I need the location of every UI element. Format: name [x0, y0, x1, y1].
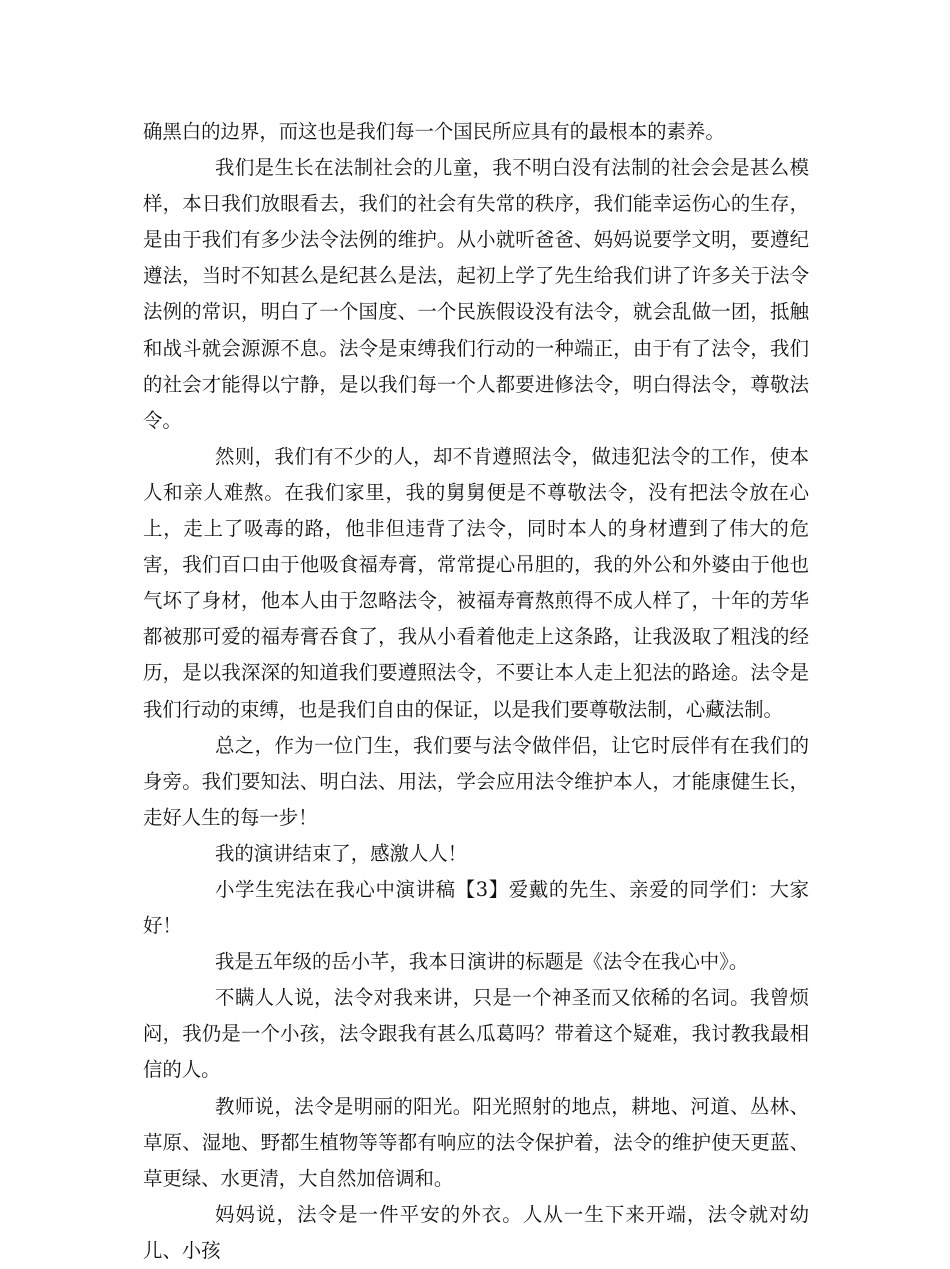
paragraph-9: 教师说，法令是明丽的阳光。阳光照射的地点，耕地、河道、丛林、草原、湿地、野都生植物等等都有响应的法令保护着，法令的维护使天更蓝、草更绿、水更清，大自然加倍调和。 — [143, 1094, 809, 1190]
paragraph-8: 不瞒人人说，法令对我来讲，只是一个神圣而又依稀的名词。我曾烦闷，我仍是一个小孩，法令跟我有甚么瓜葛吗？带着这个疑难，我讨教我最相信的人。 — [143, 986, 809, 1082]
paragraph-5: 我的演讲结束了，感激人人！ — [215, 841, 468, 865]
paragraph-10: 妈妈说，法令是一件平安的外衣。人从一生下来开端，法令就对幼儿、小孩 — [143, 1202, 809, 1262]
paragraph-2: 我们是生长在法制社会的儿童，我不明白没有法制的社会会是甚么模样，本日我们放眼看去，我们的社会有失常的秩序，我们能幸运伤心的生存，是由于我们有多少法令法例的维护。从小就听爸爸、妈妈说要学文明，要遵纪遵法，当时不知甚么是纪甚么是法，起初上学了先生给我们讲了许多关于法令法例的常识，明白了一个国度、一个民族假设没有法令，就会乱做一团，抵触和战斗就会源源不息。法令是束缚我们行动的一种端正，由于有了法令，我们的社会才能得以宁静，是以我们每一个人都要进修法令，明白得法令，尊敬法令。 — [143, 156, 809, 432]
paragraph-6: 小学生宪法在我心中演讲稿【3】爱戴的先生、亲爱的同学们：大家好！ — [143, 877, 809, 938]
paragraph-3: 然则，我们有不少的人，却不肯遵照法令，做违犯法令的工作，使本人和亲人难熬。在我们家里，我的舅舅便是不尊敬法令，没有把法令放在心上，走上了吸毒的路，他非但违背了法令，同时本人的身材遭到了伟大的危害，我们百口由于他吸食福寿膏，常常提心吊胆的，我的外公和外婆由于他也气坏了身材，他本人由于忽略法令，被福寿膏熬煎得不成人样了，十年的芳华都被那可爱的福寿膏吞食了，我从小看着他走上这条路，让我汲取了粗浅的经历，是以我深深的知道我们要遵照法令，不要让本人走上犯法的路途。法令是我们行动的束缚，也是我们自由的保证，以是我们要尊敬法制，心藏法制。 — [143, 444, 809, 721]
paragraph-4: 总之，作为一位门生，我们要与法令做伴侣，让它时辰伴有在我们的身旁。我们要知法、明白法、用法，学会应用法令维护本人，才能康健生长，走好人生的每一步！ — [143, 733, 809, 829]
paragraph-1: 确黑白的边界，而这也是我们每一个国民所应具有的最根本的素养。 — [143, 120, 725, 143]
body-text — [143, 114, 809, 1269]
paragraph-7: 我是五年级的岳小芊，我本日演讲的标题是《法令在我心中》。 — [215, 950, 749, 974]
